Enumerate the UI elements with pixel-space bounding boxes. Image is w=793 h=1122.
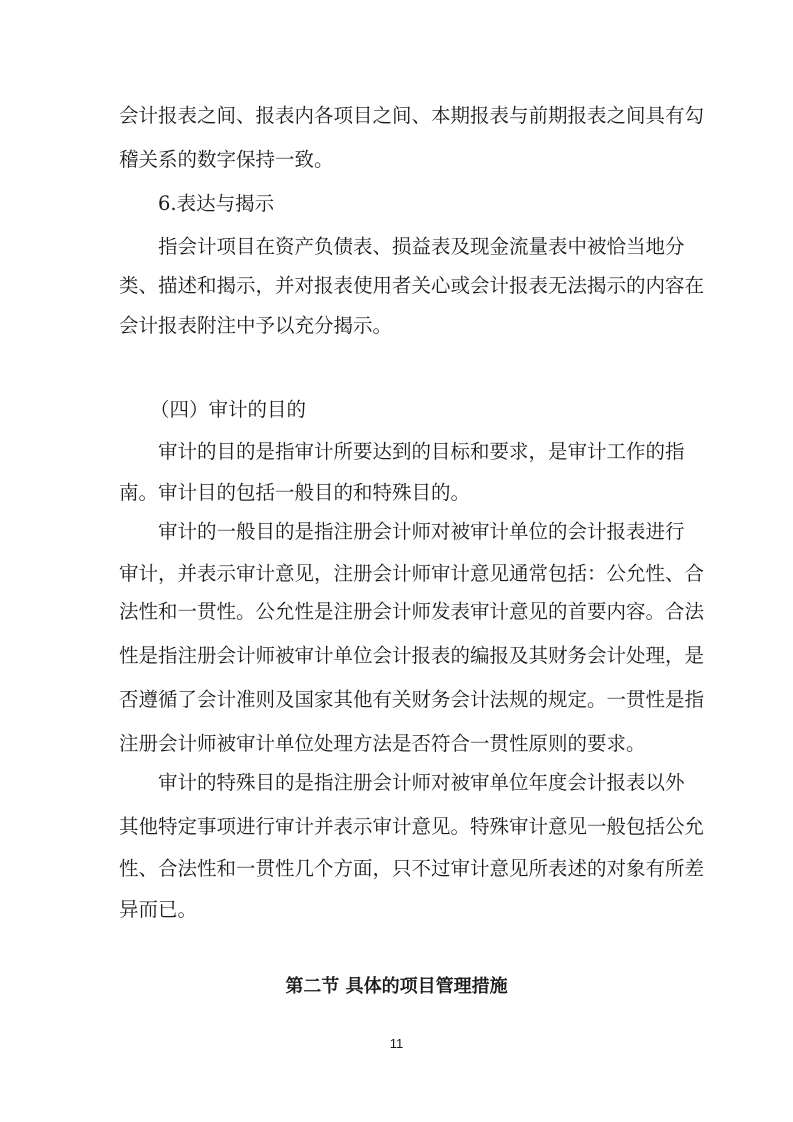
- text-line: 异而已。: [119, 898, 198, 921]
- text-line: 法性和一贯性。公允性是注册会计师发表审计意见的首要内容。合法: [119, 600, 705, 623]
- text-line: 性是指注册会计师被审计单位会计报表的编报及其财务会计处理，是: [119, 644, 705, 667]
- text-line: 审计，并表示审计意见，注册会计师审计意见通常包括：公允性、合: [119, 562, 705, 585]
- text-line: 南。审计目的包括一般目的和特殊目的。: [119, 481, 471, 504]
- text-line: 会计报表附注中予以充分揭示。: [119, 314, 393, 337]
- subsection-title: 6.表达与揭示: [158, 192, 275, 215]
- section-heading: 第二节 具体的项目管理措施: [285, 976, 508, 997]
- text-line: 审计的一般目的是指注册会计师对被审计单位的会计报表进行: [158, 520, 685, 543]
- text-line: 性、合法性和一贯性几个方面，只不过审计意见所表述的对象有所差: [119, 857, 705, 880]
- text-line: 审计的特殊目的是指注册会计师对被审单位年度会计报表以外: [158, 771, 685, 794]
- text-line: 指会计项目在资产负债表、损益表及现金流量表中被恰当地分: [158, 235, 685, 258]
- text-line: 类、描述和揭示，并对报表使用者关心或会计报表无法揭示的内容在: [119, 274, 705, 297]
- text-line: 审计的目的是指审计所要达到的目标和要求，是审计工作的指: [158, 440, 685, 463]
- text-line: 否遵循了会计准则及国家其他有关财务会计法规的规定。一贯性是指: [119, 688, 705, 711]
- text-line: 其他特定事项进行审计并表示审计意见。特殊审计意见一般包括公允: [119, 815, 705, 838]
- page-number: 11: [389, 1036, 404, 1051]
- text-line: 会计报表之间、报表内各项目之间、本期报表与前期报表之间具有勾: [119, 104, 705, 127]
- subsection-title: （四）审计的目的: [150, 398, 307, 421]
- text-line: 稽关系的数字保持一致。: [119, 148, 334, 171]
- text-line: 注册会计师被审计单位处理方法是否符合一贯性原则的要求。: [119, 732, 646, 755]
